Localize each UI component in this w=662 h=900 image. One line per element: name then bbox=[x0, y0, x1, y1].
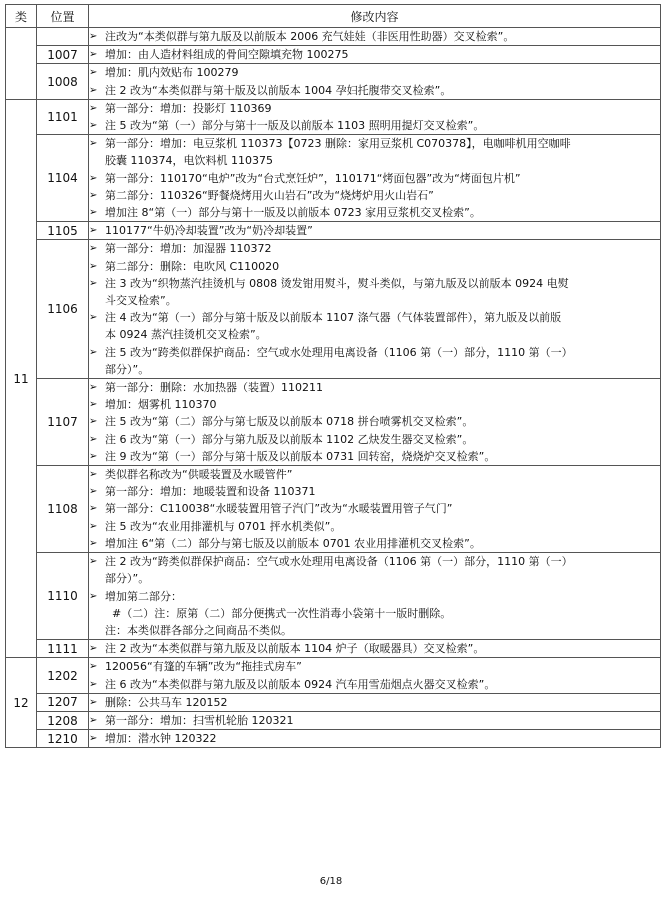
content-text: 胶囊 110374，电饮料机 110375 bbox=[105, 154, 273, 168]
arrow-bullet-icon: ➢ bbox=[89, 382, 98, 394]
content-text: 注 4 改为“第（一）部分与第十版及以前版本 1107 涤气器（气体装置部件），第九版及以前版 bbox=[105, 311, 562, 325]
content-line bbox=[89, 82, 660, 99]
content-text: 增加：肌内效贴布 100279 bbox=[105, 66, 239, 80]
content-text: 斗交叉检索”。 bbox=[105, 294, 177, 308]
content-line bbox=[89, 170, 660, 187]
content-cell bbox=[89, 99, 661, 134]
arrow-bullet-icon: ➢ bbox=[89, 416, 98, 428]
content-text: 增加：潜水钟 120322 bbox=[105, 732, 217, 746]
content-text: 部分）”。 bbox=[105, 362, 150, 376]
content-line bbox=[89, 694, 660, 711]
position-cell: 1110 bbox=[37, 553, 89, 640]
content-text: 注 5 改为“第（一）部分与第十一版及以前版本 1103 照明用提灯交叉检索”。 bbox=[105, 119, 485, 133]
content-line bbox=[89, 712, 660, 729]
content-line bbox=[89, 500, 660, 517]
content-line bbox=[89, 431, 660, 448]
arrow-bullet-icon: ➢ bbox=[89, 433, 98, 445]
content-text: 增加注 6“第（二）部分与第七版及以前版本 0701 农业用排灌机交叉检索”。 bbox=[105, 536, 481, 550]
table-row bbox=[6, 640, 661, 658]
content-line bbox=[89, 275, 660, 292]
revision-table bbox=[5, 4, 661, 748]
arrow-bullet-icon: ➢ bbox=[89, 590, 98, 602]
arrow-bullet-icon: ➢ bbox=[89, 189, 98, 201]
content-line bbox=[89, 204, 660, 221]
content-cell bbox=[89, 135, 661, 222]
arrow-bullet-icon: ➢ bbox=[89, 733, 98, 745]
content-line bbox=[89, 448, 660, 465]
table-row bbox=[6, 711, 661, 729]
content-cell bbox=[89, 222, 661, 240]
content-line bbox=[89, 658, 660, 675]
arrow-bullet-icon: ➢ bbox=[89, 207, 98, 219]
arrow-bullet-icon bbox=[89, 605, 105, 622]
content-text: 第一部分：增加：扫雪机轮胎 120321 bbox=[105, 713, 294, 727]
content-cell bbox=[89, 466, 661, 553]
content-line bbox=[89, 187, 660, 204]
arrow-bullet-icon bbox=[89, 152, 105, 169]
class-cell: 12 bbox=[6, 658, 37, 748]
arrow-bullet-icon: ➢ bbox=[89, 696, 98, 708]
content-line bbox=[89, 117, 660, 134]
content-line bbox=[89, 292, 660, 309]
table-row bbox=[6, 693, 661, 711]
position-cell: 1106 bbox=[37, 240, 89, 379]
content-text: 注 2 改为“本类似群与第十版及以前版本 1004 孕妇托腹带交叉检索”。 bbox=[105, 83, 452, 97]
content-line bbox=[89, 258, 660, 275]
content-text: 注 2 改为“本类似群与第九版及以前版本 1104 炉子（取暖器具）交叉检索”。 bbox=[105, 642, 485, 656]
content-text: 增加：由人造材料组成的骨间空隙填充物 100275 bbox=[105, 48, 349, 62]
content-cell bbox=[89, 711, 661, 729]
header-class: 类 bbox=[6, 5, 37, 28]
arrow-bullet-icon: ➢ bbox=[89, 399, 98, 411]
content-line bbox=[89, 222, 660, 239]
content-text: 类似群名称改为“供暖装置及水暖管件” bbox=[105, 468, 293, 482]
arrow-bullet-icon: ➢ bbox=[89, 556, 98, 568]
content-cell bbox=[89, 658, 661, 693]
position-cell: 1104 bbox=[37, 135, 89, 222]
arrow-bullet-icon: ➢ bbox=[89, 312, 98, 324]
content-text: 删除：公共马车 120152 bbox=[105, 695, 228, 709]
arrow-bullet-icon: ➢ bbox=[89, 277, 98, 289]
table-row bbox=[6, 730, 661, 748]
content-text: 本 0924 蒸汽挂烫机交叉检索”。 bbox=[105, 328, 267, 342]
arrow-bullet-icon: ➢ bbox=[89, 243, 98, 255]
content-text: 第一部分：110170“电炉”改为“台式烹饪炉”，110171“烤面包器”改为“烤面包片机” bbox=[105, 171, 521, 185]
content-text: 注 5 改为“农业用排灌机与 0701 抨水机类似”。 bbox=[105, 519, 342, 533]
arrow-bullet-icon: ➢ bbox=[89, 537, 98, 549]
content-line bbox=[89, 535, 660, 552]
content-line bbox=[89, 570, 660, 587]
position-cell: 1007 bbox=[37, 46, 89, 64]
content-text: 第一部分：增加：地暖装置和设备 110371 bbox=[105, 485, 316, 499]
content-line bbox=[89, 413, 660, 430]
position-cell: 1008 bbox=[37, 64, 89, 99]
content-text: #（二）注：原第（二）部分便携式一次性消毒小袋第十一版时删除。 bbox=[105, 606, 452, 620]
table-row bbox=[6, 28, 661, 46]
arrow-bullet-icon: ➢ bbox=[89, 260, 98, 272]
arrow-bullet-icon: ➢ bbox=[89, 643, 98, 655]
table-row bbox=[6, 553, 661, 640]
arrow-bullet-icon: ➢ bbox=[89, 469, 98, 481]
table-row bbox=[6, 99, 661, 134]
content-text: 第二部分：110326“野餐烧烤用火山岩石”改为“烧烤炉用火山岩石” bbox=[105, 188, 434, 202]
content-line bbox=[89, 309, 660, 326]
content-cell bbox=[89, 640, 661, 658]
position-cell: 1108 bbox=[37, 466, 89, 553]
content-line bbox=[89, 676, 660, 693]
content-line bbox=[89, 730, 660, 747]
content-cell bbox=[89, 693, 661, 711]
arrow-bullet-icon bbox=[89, 570, 105, 587]
table-row bbox=[6, 658, 661, 693]
content-line bbox=[89, 28, 660, 45]
content-text: 110177“牛奶冷却装置”改为“奶冷却装置” bbox=[105, 224, 313, 238]
header-position: 位置 bbox=[37, 5, 89, 28]
arrow-bullet-icon: ➢ bbox=[89, 503, 98, 515]
content-text: 第一部分：增加：投影灯 110369 bbox=[105, 101, 272, 115]
content-text: 部分）”。 bbox=[105, 572, 150, 586]
class-cell: 11 bbox=[6, 99, 37, 658]
content-text: 第一部分：增加：电豆浆机 110373【0723 删除：家用豆浆机 C070378】，电咖啡机用空咖啡 bbox=[105, 137, 571, 151]
content-text: 增加：烟雾机 110370 bbox=[105, 398, 217, 412]
position-cell: 1107 bbox=[37, 379, 89, 466]
arrow-bullet-icon: ➢ bbox=[89, 678, 98, 690]
content-line bbox=[89, 152, 660, 169]
content-text: 注 9 改为“第（一）部分与第十版及以前版本 0731 回转窑，烧烧炉交叉检索”。 bbox=[105, 449, 496, 463]
arrow-bullet-icon: ➢ bbox=[89, 102, 98, 114]
content-line bbox=[89, 135, 660, 152]
content-cell bbox=[89, 379, 661, 466]
content-text: 增加注 8“第（一）部分与第十一版及以前版本 0723 家用豆浆机交叉检索”。 bbox=[105, 206, 481, 220]
content-line bbox=[89, 344, 660, 361]
arrow-bullet-icon: ➢ bbox=[89, 346, 98, 358]
header-row bbox=[6, 5, 661, 28]
arrow-bullet-icon: ➢ bbox=[89, 67, 98, 79]
page-number: 6/18 bbox=[319, 876, 343, 887]
content-text: 第一部分：增加：加湿器 110372 bbox=[105, 242, 272, 256]
content-text: 第二部分：删除：电吹风 C110020 bbox=[105, 259, 280, 273]
content-line bbox=[89, 100, 660, 117]
position-cell: 1207 bbox=[37, 693, 89, 711]
arrow-bullet-icon bbox=[89, 361, 105, 378]
position-cell bbox=[37, 28, 89, 46]
content-line bbox=[89, 326, 660, 343]
content-line bbox=[89, 396, 660, 413]
arrow-bullet-icon: ➢ bbox=[89, 520, 98, 532]
arrow-bullet-icon: ➢ bbox=[89, 84, 98, 96]
position-cell: 1208 bbox=[37, 711, 89, 729]
content-line bbox=[89, 466, 660, 483]
content-text: 第一部分：删除：水加热器（装置）110211 bbox=[105, 381, 323, 395]
content-cell bbox=[89, 64, 661, 99]
content-line bbox=[89, 64, 660, 81]
content-text: 120056“有篷的车辆”改为“拖挂式房车” bbox=[105, 660, 302, 674]
position-cell: 1101 bbox=[37, 99, 89, 134]
content-text: 注 6 改为“第（一）部分与第九版及以前版本 1102 乙炔发生器交叉检索”。 bbox=[105, 432, 474, 446]
arrow-bullet-icon: ➢ bbox=[89, 138, 98, 150]
arrow-bullet-icon: ➢ bbox=[89, 49, 98, 61]
header-content: 修改内容 bbox=[89, 5, 661, 28]
arrow-bullet-icon: ➢ bbox=[89, 486, 98, 498]
content-cell bbox=[89, 28, 661, 46]
content-text: 注 5 改为“第（二）部分与第七版及以前版本 0718 拼台喷雾机交叉检索”。 bbox=[105, 415, 474, 429]
position-cell: 1202 bbox=[37, 658, 89, 693]
content-text: 注 6 改为“本类似群与第九版及以前版本 0924 汽车用雪茄烟点火器交叉检索”。 bbox=[105, 677, 496, 691]
content-text: 注 3 改为“织物蒸汽挂烫机与 0808 烫发钳用熨斗，熨斗类似，与第九版及以前版本 0924 电熨 bbox=[105, 276, 569, 290]
table-row bbox=[6, 135, 661, 222]
table-row bbox=[6, 466, 661, 553]
content-line bbox=[89, 46, 660, 63]
content-text: 注：本类似群各部分之间商品不类似。 bbox=[105, 623, 292, 637]
content-line bbox=[89, 605, 660, 622]
content-cell bbox=[89, 730, 661, 748]
content-text: 注改为“本类似群与第九版及以前版本 2006 充气娃娃（非医用性助器）交叉检索”。 bbox=[105, 30, 515, 43]
content-line bbox=[89, 483, 660, 500]
content-text: 注 5 改为“跨类似群保护商品：空气或水处理用电离设备（1106 第（一）部分，1110 第（一） bbox=[105, 345, 573, 359]
arrow-bullet-icon: ➢ bbox=[89, 450, 98, 462]
arrow-bullet-icon: ➢ bbox=[89, 120, 98, 132]
table-row bbox=[6, 46, 661, 64]
table-row bbox=[6, 379, 661, 466]
arrow-bullet-icon: ➢ bbox=[89, 225, 98, 237]
content-line bbox=[89, 518, 660, 535]
class-cell bbox=[6, 28, 37, 100]
content-text: 注 2 改为“跨类似群保护商品：空气或水处理用电离设备（1106 第（一）部分，1110 第（一） bbox=[105, 555, 573, 569]
arrow-bullet-icon bbox=[89, 622, 105, 639]
content-line bbox=[89, 622, 660, 639]
content-cell bbox=[89, 46, 661, 64]
table-row bbox=[6, 240, 661, 379]
content-line bbox=[89, 553, 660, 570]
content-cell bbox=[89, 553, 661, 640]
position-cell: 1210 bbox=[37, 730, 89, 748]
content-line bbox=[89, 379, 660, 396]
arrow-bullet-icon: ➢ bbox=[89, 172, 98, 184]
table-row bbox=[6, 222, 661, 240]
content-line bbox=[89, 240, 660, 257]
content-cell bbox=[89, 240, 661, 379]
arrow-bullet-icon bbox=[89, 292, 105, 309]
position-cell: 1111 bbox=[37, 640, 89, 658]
content-line bbox=[89, 640, 660, 657]
arrow-bullet-icon: ➢ bbox=[89, 31, 98, 42]
content-line bbox=[89, 588, 660, 605]
arrow-bullet-icon: ➢ bbox=[89, 661, 98, 673]
content-text: 第一部分：C110038“水暖装置用管子汽门”改为“水暖装置用管子气门” bbox=[105, 502, 453, 516]
content-line bbox=[89, 361, 660, 378]
position-cell: 1105 bbox=[37, 222, 89, 240]
arrow-bullet-icon bbox=[89, 326, 105, 343]
content-text: 增加第二部分： bbox=[105, 589, 182, 603]
table-row bbox=[6, 64, 661, 99]
arrow-bullet-icon: ➢ bbox=[89, 714, 98, 726]
